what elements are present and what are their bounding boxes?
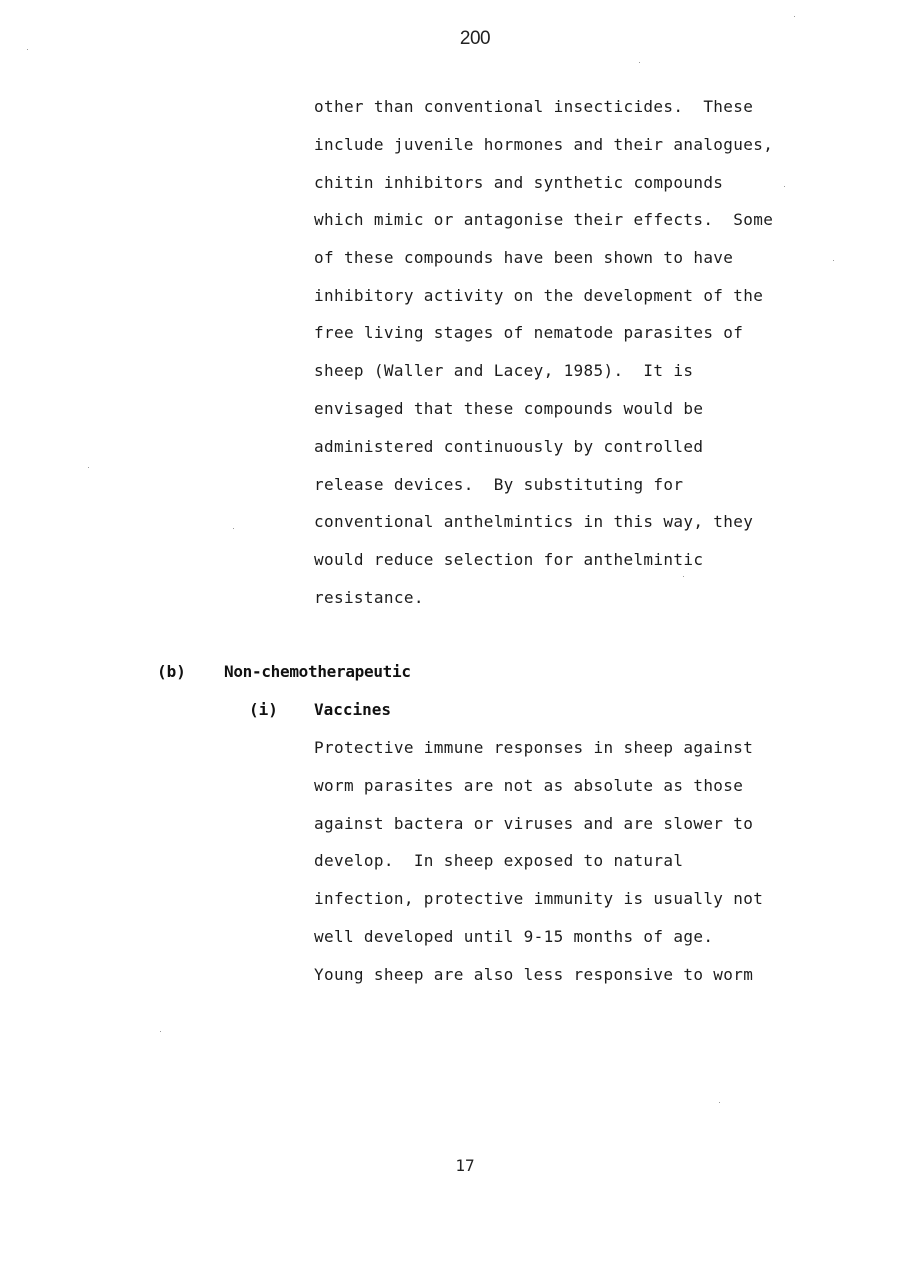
paragraph-line: Protective immune responses in sheep against [314,738,754,757]
paragraph-line: of these compounds have been shown to have [314,248,734,267]
scan-speck [88,467,89,468]
subsection-i-number: (i) [249,700,278,719]
paragraph-line: free living stages of nematode parasites of [314,323,744,342]
paragraph-line: include juvenile hormones and their analogues, [314,135,774,154]
paragraph-line: against bactera or viruses and are slower to [314,814,754,833]
paragraph-line: chitin inhibitors and synthetic compounds [314,173,724,192]
paragraph-line: worm parasites are not as absolute as those [314,776,744,795]
paragraph-line: administered continuously by controlled [314,437,704,456]
paragraph-line: develop. In sheep exposed to natural [314,851,684,870]
scan-speck [233,528,234,529]
scan-speck [784,186,785,187]
footer-page-number: 17 [455,1156,475,1175]
paragraph-line: envisaged that these compounds would be [314,399,704,418]
scan-speck [27,49,28,50]
paragraph-line: conventional anthelmintics in this way, they [314,512,754,531]
scan-speck [719,1102,720,1103]
scan-speck [160,1031,161,1032]
section-b-number: (b) [157,662,186,681]
scan-speck [683,576,684,577]
scan-speck [833,260,834,261]
section-b-title: Non-chemotherapeutic [224,662,411,681]
paragraph-line: release devices. By substituting for [314,475,684,494]
paragraph-line: would reduce selection for anthelmintic [314,550,704,569]
subsection-i-title: Vaccines [314,700,392,719]
paragraph-line: Young sheep are also less responsive to worm [314,965,754,984]
paragraph-line: other than conventional insecticides. These [314,97,754,116]
paragraph-line: which mimic or antagonise their effects. Some [314,210,774,229]
scan-speck [794,16,795,17]
paragraph-line: well developed until 9-15 months of age. [314,927,714,946]
scan-speck [639,62,640,63]
paragraph-line: sheep (Waller and Lacey, 1985). It is [314,361,694,380]
paragraph-line: infection, protective immunity is usually not [314,889,764,908]
paragraph-line: inhibitory activity on the development of the [314,286,764,305]
paragraph-line: resistance. [314,588,424,607]
handwritten-page-number: 200 [459,28,491,49]
